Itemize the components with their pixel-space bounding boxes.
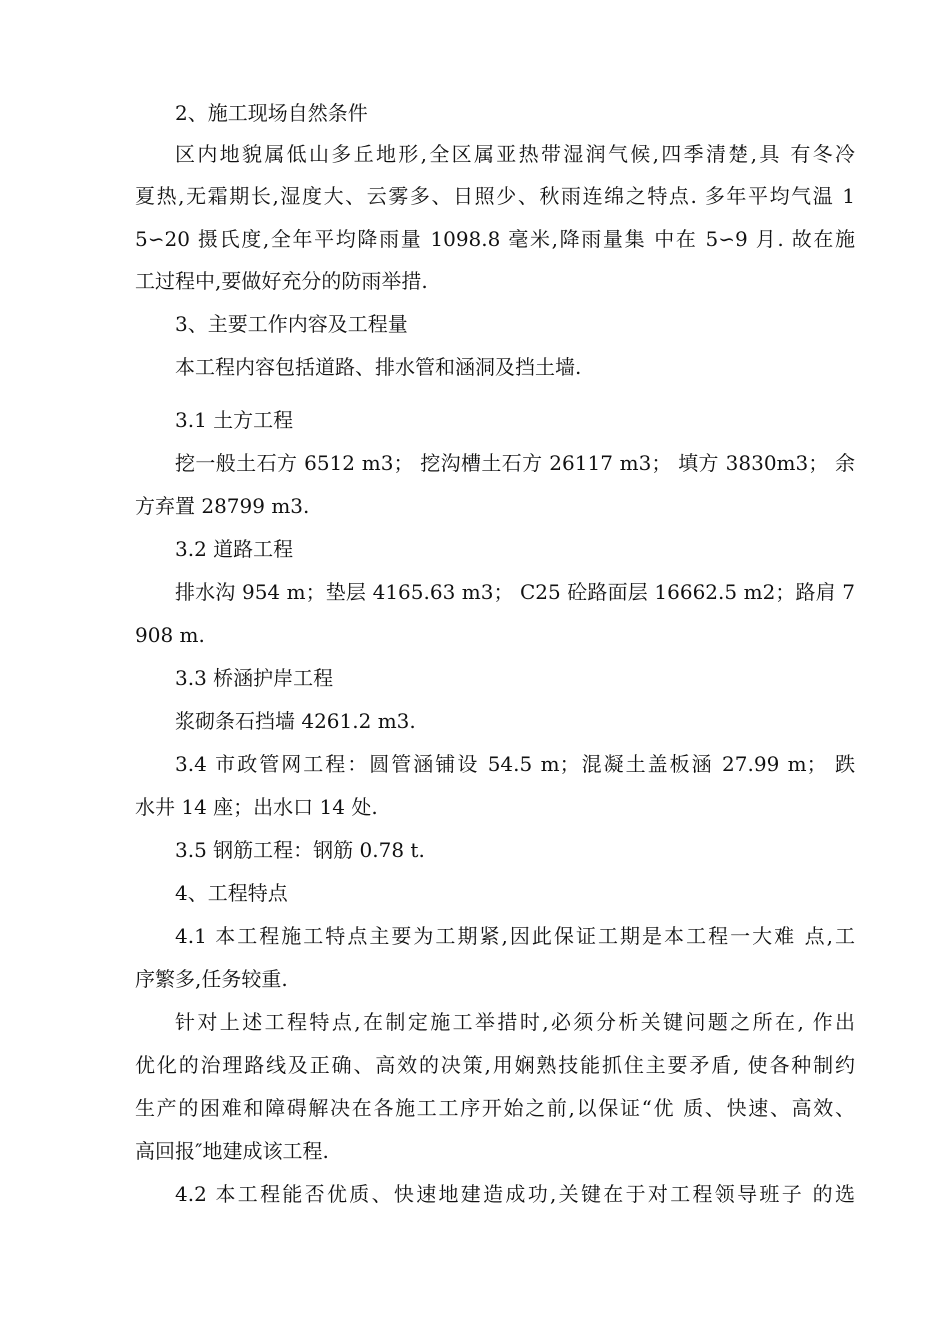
paragraph-line: 针对上述工程特点,在制定施工举措时,必须分析关键问题之所在, 作出 — [175, 1010, 855, 1034]
paragraph-line: 4.1 本工程施工特点主要为工期紧,因此保证工期是本工程一大难 点,工 — [175, 924, 855, 948]
paragraph-line: 工过程中,要做好充分的防雨举措. — [135, 269, 428, 293]
paragraph-line: 序繁多,任务较重. — [135, 967, 288, 991]
section-heading-2: 2、施工现场自然条件 — [175, 101, 368, 125]
paragraph-line: 水井 14 座；出水口 14 处. — [135, 795, 378, 819]
paragraph-line: 生产的困难和障碍解决在各施工工序开始之前,以保证“优 质、快速、高效、 — [135, 1096, 855, 1120]
paragraph-line: 方弃置 28799 m3. — [135, 494, 310, 518]
paragraph-line: 区内地貌属低山多丘地形,全区属亚热带湿润气候,四季清楚,具 有冬冷 — [175, 142, 855, 166]
paragraph-line: 浆砌条石挡墙 4261.2 m3. — [175, 709, 416, 733]
paragraph-line: 本工程内容包括道路、排水管和涵洞及挡土墙. — [175, 355, 582, 379]
paragraph-line: 高回报″地建成该工程. — [135, 1139, 329, 1163]
paragraph-line: 挖一般土石方 6512 m3； 挖沟槽土石方 26117 m3； 填方 3830m3； 余 — [175, 451, 855, 475]
section-heading-3: 3、主要工作内容及工程量 — [175, 312, 408, 336]
paragraph-line: 4.2 本工程能否优质、快速地建造成功,关键在于对工程领导班子 的选 — [175, 1182, 855, 1206]
paragraph-line: 排水沟 954 m；垫层 4165.63 m3； C25 砼路面层 16662.5 m2；路肩 7 — [175, 580, 855, 604]
paragraph-line: 夏热,无霜期长,湿度大、云雾多、日照少、秋雨连绵之特点. 多年平均气温 1 — [135, 184, 855, 208]
paragraph-line: 3.4 市政管网工程：圆管涵铺设 54.5 m；混凝土盖板涵 27.99 m； 跌 — [175, 752, 855, 776]
paragraph-line: 3.5 钢筋工程：钢筋 0.78 t. — [175, 838, 425, 862]
paragraph-line: 5∽20 摄氏度,全年平均降雨量 1098.8 毫米,降雨量集 中在 5∽9 月. 故在施 — [135, 227, 855, 251]
section-heading-4: 4、工程特点 — [175, 881, 288, 905]
section-heading-3-2: 3.2 道路工程 — [175, 537, 294, 561]
paragraph-line: 908 m. — [135, 623, 205, 647]
section-heading-3-3: 3.3 桥涵护岸工程 — [175, 666, 334, 690]
section-heading-3-1: 3.1 土方工程 — [175, 408, 294, 432]
paragraph-line: 优化的治理路线及正确、高效的决策,用娴熟技能抓住主要矛盾, 使各种制约 — [135, 1053, 855, 1077]
